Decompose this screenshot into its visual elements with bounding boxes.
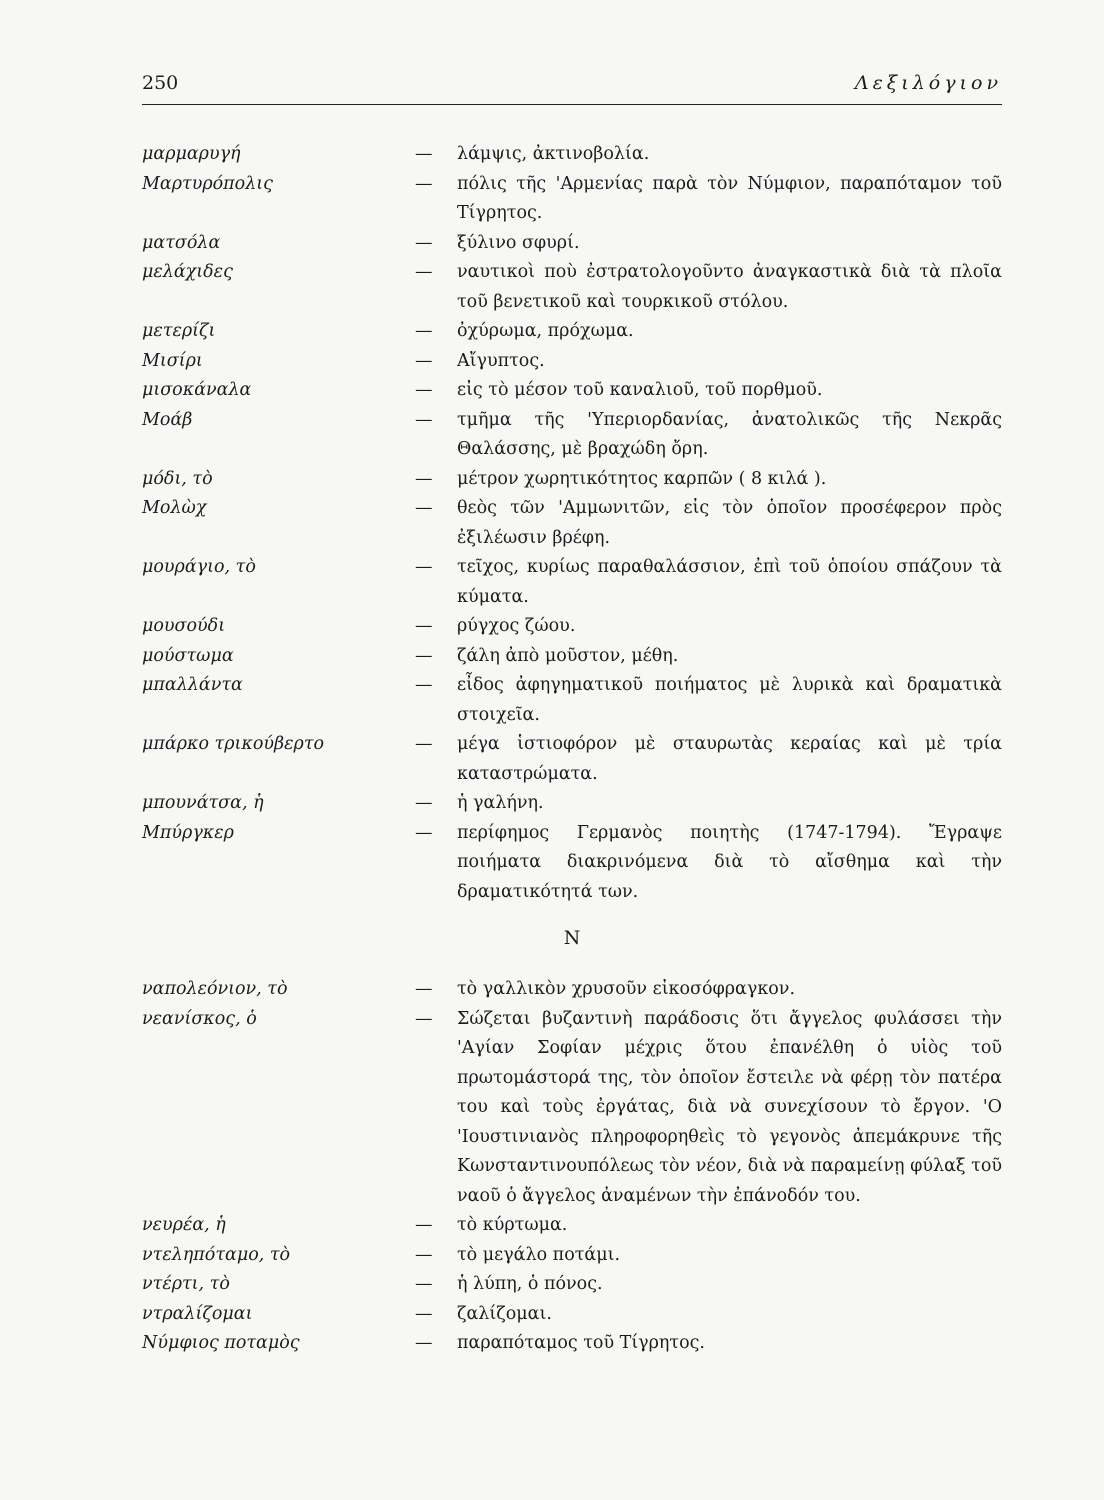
glossary-entry xyxy=(142,671,1002,730)
entry-dash: — xyxy=(415,675,433,695)
entry-definition: εἶδος ἀφηγηματικοῦ ποιήματος μὲ λυρικὰ καὶ δραματικὰ στοιχεῖα. xyxy=(457,675,1002,725)
page-number: 250 xyxy=(142,72,179,94)
entry-dash: — xyxy=(415,262,433,282)
glossary-entry xyxy=(142,347,1002,377)
entry-definition: περίφημος Γερμανὸς ποιητὴς (1747-1794). Ἔγραψε ποιήματα διακρινόμενα διὰ τὸ αἴσθημα καὶ τὴν δραματικότητά των. xyxy=(457,822,1002,902)
entry-definition: τμῆμα τῆς 'Υπεριορδανίας, ἀνατολικῶς τῆς Νεκρᾶς Θαλάσσης, μὲ βραχώδη ὄρη. xyxy=(457,409,1002,459)
entry-definition: ναυτικοὶ ποὺ ἐστρατολογοῦντο ἀναγκαστικὰ διὰ τὰ πλοῖα τοῦ βενετικοῦ καὶ τουρκικοῦ στόλου. xyxy=(457,262,1002,312)
entry-definition: εἰς τὸ μέσον τοῦ καναλιοῦ, τοῦ πορθμοῦ. xyxy=(457,380,823,400)
entry-definition: τὸ γαλλικὸν χρυσοῦν εἰκοσόφραγκον. xyxy=(457,979,796,999)
entry-term: μπουνάτσα, ἡ xyxy=(142,793,264,813)
entry-dash: — xyxy=(415,321,433,341)
entry-dash: — xyxy=(415,734,433,754)
entry-definition: παραπόταμος τοῦ Τίγρητος. xyxy=(457,1333,705,1353)
glossary-section-n xyxy=(142,975,1002,1359)
entry-dash: — xyxy=(415,173,433,194)
entry-definition: μέτρον χωρητικότητος καρπῶν ( 8 κιλά ). xyxy=(457,468,827,489)
entry-dash: — xyxy=(415,1274,433,1294)
glossary-entry xyxy=(142,376,1002,406)
entry-dash: — xyxy=(415,822,433,843)
entry-definition: ζάλη ἀπὸ μοῦστον, μέθη. xyxy=(457,645,679,666)
entry-definition: τεῖχος, κυρίως παραθαλάσσιον, ἐπὶ τοῦ ὁποίου σπάζουν τὰ κύματα. xyxy=(457,557,1002,607)
running-head: Λεξιλόγιον xyxy=(854,72,1002,94)
entry-definition: ρύγχος ζώου. xyxy=(457,616,576,636)
entry-term: ματσόλα xyxy=(142,232,221,253)
glossary-entry xyxy=(142,465,1002,495)
entry-definition: ζαλίζομαι. xyxy=(457,1303,552,1324)
glossary xyxy=(142,140,1002,1359)
entry-dash: — xyxy=(415,979,433,999)
entry-term: μόδι, τὸ xyxy=(142,468,213,489)
entry-dash: — xyxy=(415,144,433,164)
entry-dash: — xyxy=(415,350,433,371)
glossary-entry xyxy=(142,1211,1002,1241)
entry-dash: — xyxy=(415,557,433,577)
glossary-entry xyxy=(142,975,1002,1005)
entry-term: Μισίρι xyxy=(142,350,203,371)
glossary-entry xyxy=(142,406,1002,465)
entry-dash: — xyxy=(415,1244,433,1265)
glossary-entry xyxy=(142,642,1002,672)
entry-term: μπαλλάντα xyxy=(142,675,243,695)
glossary-entry xyxy=(142,317,1002,347)
entry-definition: τὸ μεγάλο ποτάμι. xyxy=(457,1244,621,1265)
entry-definition: ὀχύρωμα, πρόχωμα. xyxy=(457,321,634,341)
entry-term: Μοάβ xyxy=(142,409,193,430)
glossary-entry xyxy=(142,553,1002,612)
glossary-entry xyxy=(142,494,1002,553)
entry-dash: — xyxy=(415,793,433,813)
entry-term: ντραλίζομαι xyxy=(142,1303,253,1324)
entry-definition: Αἴγυπτος. xyxy=(457,350,545,371)
entry-definition: Σώζεται βυζαντινὴ παράδοσις ὅτι ἄγγελος φυλάσσει τὴν 'Αγίαν Σοφίαν μέχρις ὅτου ἐπανέλθη ὁ υἱὸς τοῦ πρωτομάστορά της, τὸν ὁποῖον ἔστειλε νὰ φέρῃ τὸν πατέρα του καὶ τοὺς ἐργάτας, διὰ νὰ συνεχίσουν τὸ ἔργον. 'Ο 'Ιουστινιανὸς πληροφορηθεὶς τὸ γεγονὸς ἀπεμάκρυνε τῆς Κωνσταντινουπόλεως τὸν νέον, διὰ νὰ παραμείνῃ φύλαξ τοῦ ναοῦ ὁ ἄγγελος ἀναμένων τὴν ἐπάνοδόν του. xyxy=(457,1008,1002,1206)
glossary-entry xyxy=(142,1329,1002,1359)
glossary-entry xyxy=(142,730,1002,789)
glossary-entry xyxy=(142,612,1002,642)
entry-term: μελάχιδες xyxy=(142,262,233,282)
entry-term: Μολὼχ xyxy=(142,498,207,518)
glossary-entry xyxy=(142,1270,1002,1300)
entry-dash: — xyxy=(415,645,433,666)
entry-dash: — xyxy=(415,1333,433,1353)
entry-term: Μπύργκερ xyxy=(142,822,234,843)
entry-term: μουράγιο, τὸ xyxy=(142,557,256,577)
glossary-entry xyxy=(142,140,1002,170)
entry-definition: μέγα ἱστιοφόρον μὲ σταυρωτὰς κεραίας καὶ μὲ τρία καταστρώματα. xyxy=(457,734,1002,784)
entry-term: ντεληπόταμο, τὸ xyxy=(142,1244,291,1265)
entry-definition: θεὸς τῶν 'Αμμωνιτῶν, εἰς τὸν ὁποῖον προσέφερον πρὸς ἐξιλέωσιν βρέφη. xyxy=(457,498,1002,548)
glossary-section-m xyxy=(142,140,1002,907)
entry-term: μουσούδι xyxy=(142,616,226,636)
entry-definition: πόλις τῆς 'Αρμενίας παρὰ τὸν Νύμφιον, παραπόταμον τοῦ Τίγρητος. xyxy=(457,173,1002,223)
entry-definition: ξύλινο σφυρί. xyxy=(457,232,580,253)
entry-definition: τὸ κύρτωμα. xyxy=(457,1215,568,1235)
glossary-entry xyxy=(142,1241,1002,1271)
entry-term: μετερίζι xyxy=(142,321,216,341)
entry-definition: λάμψις, ἀκτινοβολία. xyxy=(457,144,650,164)
glossary-entry xyxy=(142,1005,1002,1212)
entry-dash: — xyxy=(415,232,433,253)
entry-term: νευρέα, ἡ xyxy=(142,1215,226,1235)
entry-term: Νύμφιος ποταμὸς xyxy=(142,1333,300,1353)
entry-dash: — xyxy=(415,409,433,430)
entry-term: μαρμαρυγή xyxy=(142,144,241,164)
entry-term: νεανίσκος, ὁ xyxy=(142,1008,257,1029)
entry-term: ντέρτι, τὸ xyxy=(142,1274,230,1294)
entry-term: μπάρκο τρικούβερτο xyxy=(142,734,325,754)
entry-definition: ἡ λύπη, ὁ πόνος. xyxy=(457,1274,603,1294)
section-letter: Ν xyxy=(563,927,581,949)
glossary-entry xyxy=(142,258,1002,317)
entry-dash: — xyxy=(415,498,433,518)
glossary-entry xyxy=(142,170,1002,229)
header-rule xyxy=(142,104,1002,105)
entry-dash: — xyxy=(415,1008,433,1029)
glossary-entry xyxy=(142,229,1002,259)
entry-term: μούστωμα xyxy=(142,645,234,666)
glossary-entry xyxy=(142,789,1002,819)
entry-term: Μαρτυρόπολις xyxy=(142,173,273,194)
glossary-entry xyxy=(142,1300,1002,1330)
entry-dash: — xyxy=(415,468,433,489)
entry-dash: — xyxy=(415,380,433,400)
entry-definition: ἡ γαλήνη. xyxy=(457,793,544,813)
entry-dash: — xyxy=(415,1215,433,1235)
entry-dash: — xyxy=(415,616,433,636)
entry-term: ναπολεόνιον, τὸ xyxy=(142,979,288,999)
entry-dash: — xyxy=(415,1303,433,1324)
entry-term: μισοκάναλα xyxy=(142,380,252,400)
glossary-entry xyxy=(142,819,1002,908)
